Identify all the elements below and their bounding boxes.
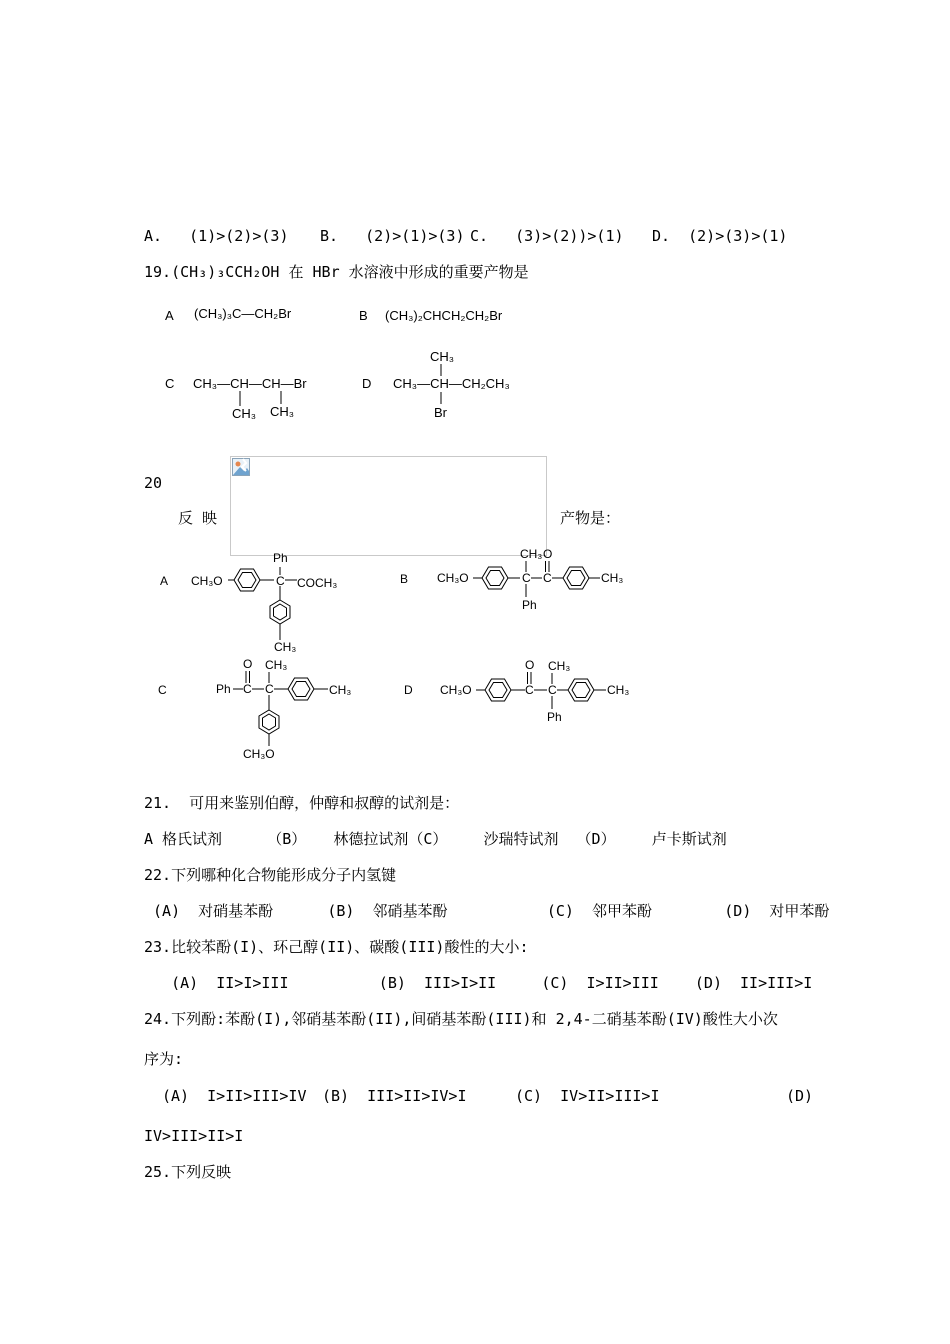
q19-c-formula: CH₃—CH—CH—Br [193,376,307,391]
q20-c-ch3-end: CH₃ [329,683,352,697]
q19-d-bottom: Br [434,405,447,420]
q20-b-c2: C [543,571,552,585]
q20-d-ch3o: CH₃O [440,683,472,697]
q21-stem: 21. 可用来鉴别伯醇，仲醇和叔醇的试剂是： [144,794,460,812]
q20-a-c: C [276,574,285,588]
q20-product-phrase: 产物是： [560,509,621,527]
q20-d-c1: C [525,683,534,697]
q18-option-c: C. (3)>(2))>(1) [470,227,624,245]
q20-d-ch3-end: CH₃ [607,683,630,697]
q20-c-ph: Ph [216,682,231,696]
q20-a-ch3o: CH₃O [191,574,223,588]
q20-b-ch3: CH₃ [520,547,543,561]
q19-b-label: B [359,308,368,323]
q24-option-b: (B) III>II>IV>I [322,1087,467,1105]
q18-option-b: B. (2)>(1)>(3) [320,227,465,245]
q24-option-d-label: (D) [786,1087,814,1105]
q20-reaction-word: 反 映 [178,509,218,527]
q24-option-a: (A) I>II>III>IV [162,1087,307,1105]
q19-a-label: A [165,308,174,323]
q20-d-label: D [404,683,413,697]
q20-c-label: C [158,683,167,697]
q19-d-formula: CH₃—CH—CH₂CH₃ [393,376,510,391]
q22-options: (A) 对硝基苯酚 (B) 邻硝基苯酚 (C) 邻甲苯酚 (D) 对甲苯酚 [144,902,830,920]
q18-option-a: A. (1)>(2)>(3) [144,227,289,245]
q19-d-top: CH₃ [430,349,455,364]
q23-options: (A) II>I>III (B) III>I>II (C) I>II>III (D) II>III>I [144,974,813,992]
q24-option-c: (C) IV>II>III>I [515,1087,660,1105]
q20-number: 20 [144,474,163,492]
q20-a-coch3: COCH₃ [297,576,338,590]
q19-c-label: C [165,376,175,391]
q20-b-ch3-end: CH₃ [601,571,624,585]
q24-stem-cont: 序为: [144,1050,184,1068]
q20-d-o: O [525,658,535,672]
q21-options: A 格氏试剂 （B） 林德拉试剂（C） 沙瑞特试剂 （D） 卢卡斯试剂 [144,830,727,848]
q20-a-ch3: CH₃ [274,640,297,654]
q20-b-c1: C [522,571,531,585]
q20-d-ch3: CH₃ [548,659,571,673]
q19-stem: 19.(CH₃)₃CCH₂OH 在 HBr 水溶液中形成的重要产物是 [144,263,529,281]
q20-d-c2: C [548,683,557,697]
q24-stem: 24.下列酚:苯酚(I),邻硝基苯酚(II),间硝基苯酚(III)和 2,4-二硝基苯酚(IV)酸性大小次 [144,1010,778,1028]
q19-c-sub1: CH₃ [232,406,257,421]
q20-b-ch3o: CH₃O [437,571,469,585]
q19-d-label: D [362,376,372,391]
q20-c-ch3: CH₃ [265,658,288,672]
q20-c-c1: C [243,682,252,696]
q19-b-formula: (CH₃)₂CHCH₂CH₂Br [385,308,503,323]
q20-d-ph: Ph [547,710,562,724]
q20-a-label: A [160,574,169,588]
q19-a-formula: (CH₃)₃C—CH₂Br [194,306,292,321]
q20-a-ph: Ph [273,551,288,565]
q20-c-ch3o: CH₃O [243,747,275,761]
q20-b-label: B [400,572,409,586]
q23-stem: 23.比较苯酚(I)、环己醇(II)、碳酸(III)酸性的大小: [144,938,529,956]
q22-stem: 22.下列哪种化合物能形成分子内氢键 [144,866,397,884]
q19-c-sub2: CH₃ [270,404,295,419]
q20-c-c2: C [265,682,274,696]
q20-c-o: O [243,657,253,671]
q18-option-d: D. (2)>(3)>(1) [652,227,788,245]
q20-b-ph: Ph [522,598,537,612]
q20-b-o: O [543,547,553,561]
q24-option-d-value: IV>III>II>I [144,1127,244,1145]
q25-stem: 25.下列反映 [144,1163,232,1181]
